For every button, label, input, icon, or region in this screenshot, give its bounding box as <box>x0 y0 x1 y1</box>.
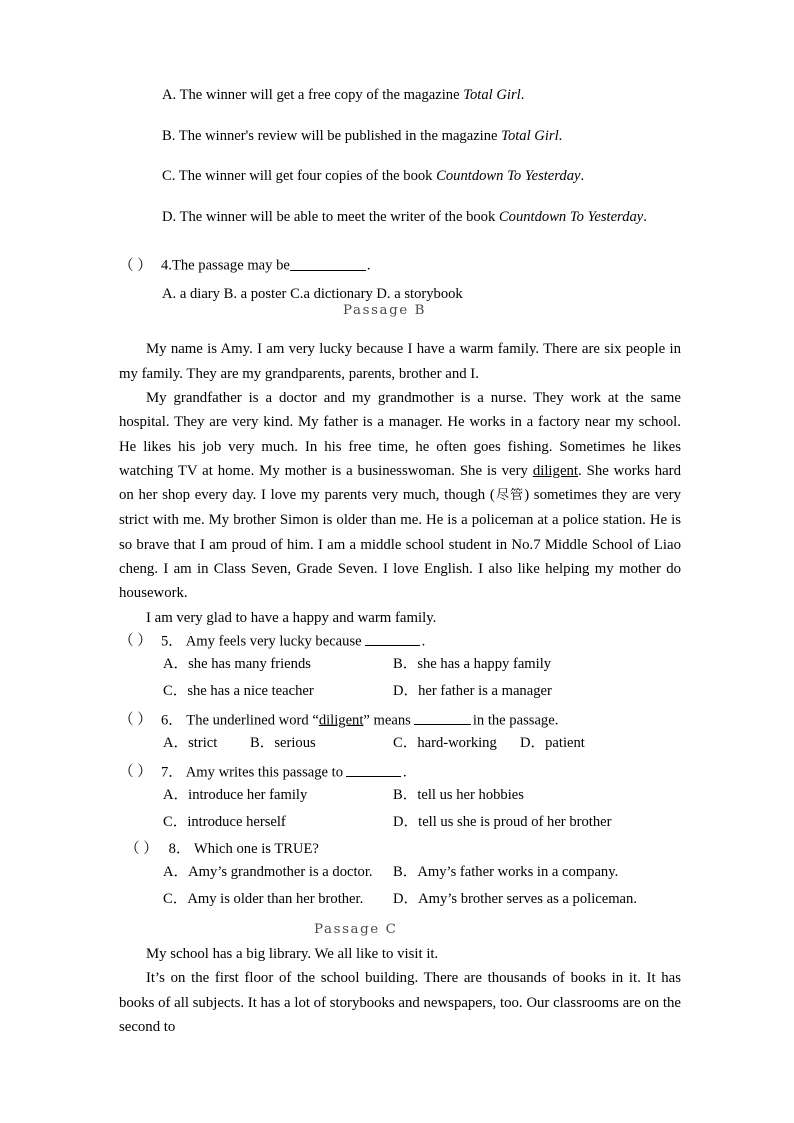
question-7-option-b[interactable]: B．tell us her hobbies <box>393 787 524 803</box>
question-7-option-c[interactable]: C．introduce herself <box>163 814 286 830</box>
option-line-c <box>162 169 681 184</box>
question-5-options-row-2 <box>119 684 681 711</box>
question-4-options: A. a diary B. a poster C.a dictionary D. a storybook <box>162 286 463 303</box>
question-5-option-a[interactable]: A．she has many friends <box>163 655 311 672</box>
question-6-text-after: in the passage. <box>472 712 559 729</box>
option-text: The winner will be able to meet the writer of the book <box>179 208 499 225</box>
answer-bracket-6[interactable]: （ ） <box>119 712 152 729</box>
answer-bracket-5[interactable]: （ ） <box>119 633 152 650</box>
question-5-option-b[interactable]: B．she has a happy family <box>393 655 552 672</box>
question-4-stem <box>119 256 681 273</box>
question-8-number: 8． <box>165 841 191 857</box>
answer-bracket-7[interactable]: （ ） <box>119 764 152 781</box>
passage-b-paragraph-1: My name is Amy. I am very lucky because I have a warm family. There are six people in my family. They are my grandparents, parents, brother and I. <box>119 341 681 382</box>
question-6-text-mid: ” means <box>363 712 411 729</box>
para2-part1: My grandfather is a doctor and my grandmother is a nurse. They work at the same hospital. They are very kind. My father is a manager. He works in a factory near my school. He likes his job very much. In his free time, he often goes fishing. Sometimes he likes watching TV at home. My mother is a businesswoman. She is very <box>119 389 681 479</box>
question-7-option-a[interactable]: A．introduce her family <box>163 787 308 803</box>
question-5-period: . <box>421 633 426 650</box>
underlined-word-diligent: diligent <box>532 462 579 479</box>
passage-b-heading: Passage B <box>343 302 427 318</box>
question-5-option-d[interactable]: D．her father is a manager <box>393 682 552 699</box>
para2-part2: . She works hard on her shop every day. I love my parents very much, though ( <box>119 462 681 504</box>
question-6-underlined-word: diligent <box>318 712 364 729</box>
option-text-end: . <box>558 127 563 144</box>
question-7-stem <box>119 763 681 780</box>
question-8-options-row-2 <box>119 892 681 919</box>
option-text-end: . <box>643 208 647 225</box>
option-line-b <box>162 129 681 144</box>
question-7-option-d[interactable]: D．tell us she is proud of her brother <box>393 814 612 830</box>
question-8-options-row-1 <box>119 865 681 892</box>
para2-part3: ) sometimes they are very strict with me. My brother Simon is older than me. He is a policeman at a police station. He is so brave that I am proud of him. I am a middle school student in No.7 Middle School of Liao cheng. I am in Class Seven, Grade Seven. I love English. I also like helping my mother do housework. <box>119 487 681 602</box>
option-title-italic: Countdown To Yesterday <box>498 208 644 225</box>
option-letter: B. <box>162 127 179 144</box>
option-text-end: . <box>580 168 585 185</box>
option-line-a <box>162 88 681 103</box>
question-4-text: 4.The passage may be <box>161 257 290 274</box>
answer-bracket-4[interactable]: （ ） <box>119 257 152 274</box>
question-6-option-a[interactable]: A．strict <box>163 734 218 751</box>
option-title-italic: Total Girl <box>501 127 559 144</box>
question-5-options-row-1 <box>119 657 681 684</box>
question-6-option-b[interactable]: B．serious <box>250 734 316 751</box>
question-6-blank[interactable] <box>414 711 471 725</box>
question-8-option-d[interactable]: D．Amy’s brother serves as a policeman. <box>393 890 637 907</box>
option-letter: C. <box>162 168 179 185</box>
question-5-option-c[interactable]: C．she has a nice teacher <box>163 682 314 699</box>
question-7-text: Amy writes this passage to <box>182 764 344 781</box>
question-6-number: 6． <box>161 712 183 729</box>
question-4-period: . <box>366 257 371 274</box>
option-text: The winner's review will be published in the magazine <box>178 127 502 144</box>
option-title-italic: Total Girl <box>463 87 521 103</box>
question-6-option-d[interactable]: D．patient <box>520 734 585 751</box>
question-8-stem <box>119 842 681 857</box>
option-text: The winner will get a free copy of the magazine <box>179 87 464 103</box>
question-8-option-a[interactable]: A．Amy’s grandmother is a doctor. <box>163 863 373 880</box>
passage-c-heading: Passage C <box>314 921 398 937</box>
option-title-italic: Countdown To Yesterday <box>436 168 581 185</box>
option-letter: D. <box>162 208 180 225</box>
question-5-stem <box>119 632 681 649</box>
question-6-text-before: The underlined word “ <box>182 712 319 729</box>
option-line-d <box>162 210 681 225</box>
option-letter: A. <box>162 87 180 103</box>
question-7-period: . <box>403 764 407 781</box>
question-5-blank[interactable] <box>365 632 420 646</box>
question-7-number: 7． <box>161 764 183 781</box>
passage-c-paragraph-2: It’s on the first floor of the school building. There are thousands of books in it. It has books of all subjects. It has a lot of storybooks and newspapers, too. Our classrooms are on the second to <box>119 970 681 1035</box>
question-5-number: 5． <box>161 633 183 650</box>
question-8-text: Which one is TRUE? <box>190 841 319 857</box>
question-6-options-row <box>119 736 681 763</box>
question-7-options-row-2 <box>119 815 681 842</box>
answer-bracket-8[interactable]: （ ） <box>125 841 158 857</box>
question-7-options-row-1 <box>119 788 681 815</box>
question-8-option-b[interactable]: B．Amy’s father works in a company. <box>393 863 619 880</box>
question-6-option-c[interactable]: C．hard-working <box>393 734 497 751</box>
page-content <box>119 88 681 1039</box>
question-6-stem <box>119 711 681 728</box>
chinese-gloss: 尽管 <box>494 488 525 504</box>
question-8-option-c[interactable]: C．Amy is older than her brother. <box>163 890 364 907</box>
option-text-end: . <box>520 87 525 103</box>
passage-b-paragraph-3: I am very glad to have a happy and warm family. <box>146 609 437 626</box>
question-5-text: Amy feels very lucky because <box>182 633 362 650</box>
passage-b-paragraph-2 <box>119 386 681 606</box>
option-text: The winner will get four copies of the book <box>178 168 437 185</box>
question-7-blank[interactable] <box>346 763 401 777</box>
passage-c-paragraph-1: My school has a big library. We all like to visit it. <box>146 946 439 962</box>
question-4-blank[interactable] <box>290 256 366 270</box>
